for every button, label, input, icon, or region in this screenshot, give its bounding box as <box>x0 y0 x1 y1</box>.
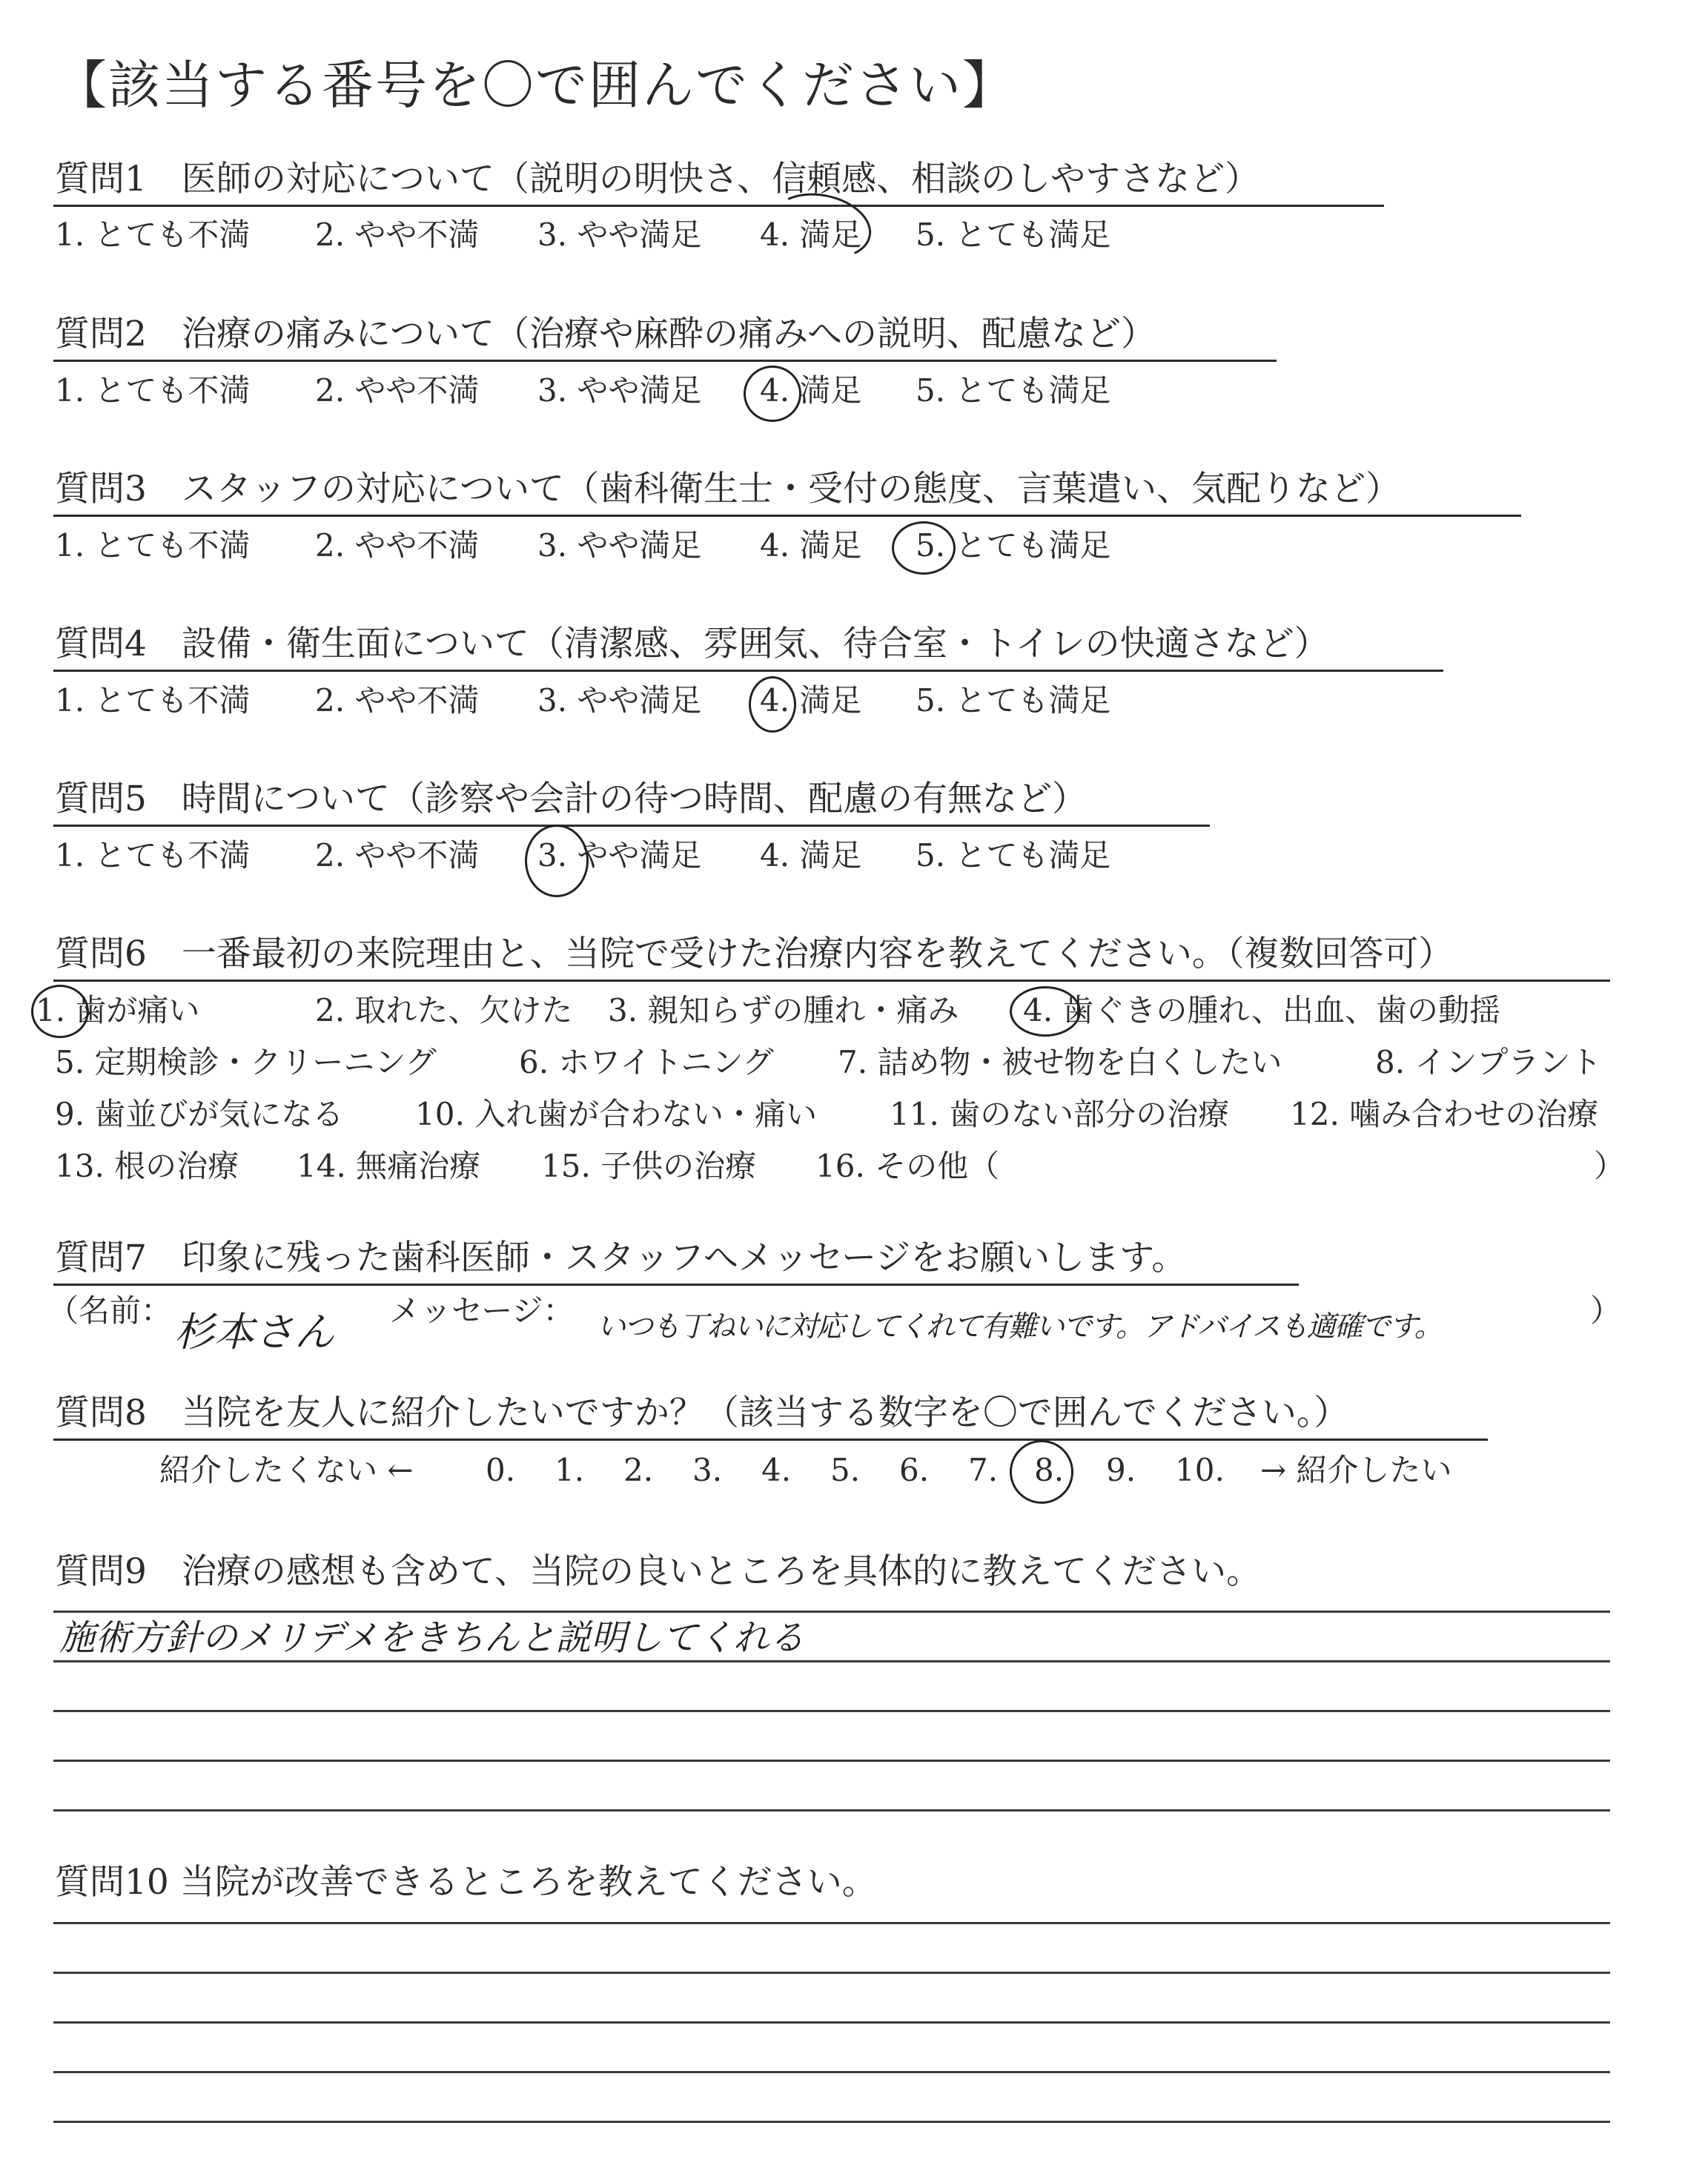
q8-option-3[interactable]: 3. <box>692 1452 723 1488</box>
q4-option-2[interactable]: 2. やや不満 <box>315 682 480 719</box>
q7-message-value[interactable]: いつも丁ねいに対応してくれて有難いです。アドバイスも適確です。 <box>597 1310 1442 1344</box>
q1-option-4[interactable]: 4. 満足 <box>760 217 862 253</box>
q2-heading-underline <box>53 360 1277 362</box>
q7-name-label: （名前： <box>47 1292 173 1329</box>
q8-option-4[interactable]: 4. <box>761 1452 792 1488</box>
q3-heading-underline <box>53 515 1521 517</box>
q8-selection-mark <box>1010 1440 1073 1504</box>
q5-option-2[interactable]: 2. やや不満 <box>315 837 480 873</box>
q1-option-2[interactable]: 2. やや不満 <box>315 217 480 253</box>
q9-answer-line-5 <box>53 1809 1610 1811</box>
q6-option-8[interactable]: 8. インプラント <box>1375 1044 1602 1080</box>
q7-heading: 質問7 印象に残った歯科医師・スタッフへメッセージをお願いします。 <box>55 1238 1187 1278</box>
q3-option-5[interactable]: 5. とても満足 <box>916 527 1111 564</box>
q6-heading: 質問6 一番最初の来院理由と、当院で受けた治療内容を教えてください。（複数回答可） <box>55 934 1454 974</box>
q5-heading-underline <box>53 825 1210 827</box>
q6-option-3[interactable]: 3. 親知らずの腫れ・痛み <box>608 992 959 1028</box>
q9-answer-line-1 <box>53 1611 1610 1613</box>
q9-answer-line-2 <box>53 1660 1610 1662</box>
q6-other-close-paren: ） <box>1594 1148 1626 1184</box>
q10-answer-line-4 <box>53 2071 1610 2073</box>
q1-heading-underline <box>53 205 1384 207</box>
q10-answer-line-5 <box>53 2121 1610 2123</box>
q8-option-1[interactable]: 1. <box>555 1452 585 1488</box>
q6-selection-mark-1 <box>31 985 89 1038</box>
q3-option-3[interactable]: 3. やや満足 <box>537 527 702 564</box>
q9-answer-line-4 <box>53 1760 1610 1762</box>
q10-heading: 質問10 当院が改善できるところを教えてください。 <box>55 1862 877 1903</box>
q8-option-10[interactable]: 10. <box>1175 1452 1225 1488</box>
q6-selection-mark-4 <box>1010 986 1081 1037</box>
q6-option-1[interactable]: 1. 歯が痛い <box>36 992 200 1028</box>
q5-selection-mark <box>525 825 589 897</box>
q4-option-5[interactable]: 5. とても満足 <box>916 682 1111 719</box>
q2-option-4[interactable]: 4. 満足 <box>760 372 862 409</box>
q1-heading: 質問1 医師の対応について（説明の明快さ、信頼感、相談のしやすさなど） <box>55 159 1260 199</box>
q7-close-paren: ） <box>1590 1292 1622 1329</box>
q6-option-7[interactable]: 7. 詰め物・被せ物を白くしたい <box>838 1044 1282 1080</box>
q8-option-5[interactable]: 5. <box>830 1452 861 1488</box>
q6-option-5[interactable]: 5. 定期検診・クリーニング <box>55 1044 437 1080</box>
q8-option-6[interactable]: 6. <box>899 1452 930 1488</box>
q7-heading-underline <box>53 1284 1299 1286</box>
q6-option-12[interactable]: 12. 噛み合わせの治療 <box>1290 1096 1599 1132</box>
q6-option-16[interactable]: 16. その他（ <box>815 1148 1000 1184</box>
q4-heading-underline <box>53 670 1443 672</box>
q1-option-5[interactable]: 5. とても満足 <box>916 217 1111 253</box>
q2-option-1[interactable]: 1. とても不満 <box>55 372 251 409</box>
q8-option-9[interactable]: 9. <box>1106 1452 1136 1488</box>
q8-option-8[interactable]: 8. <box>1034 1452 1065 1488</box>
q10-answer-line-3 <box>53 2021 1610 2024</box>
q10-answer-line-1 <box>53 1922 1610 1924</box>
q2-option-2[interactable]: 2. やや不満 <box>315 372 480 409</box>
q2-option-5[interactable]: 5. とても満足 <box>916 372 1111 409</box>
q9-answer[interactable]: 施術方針のメリデメをきちんと説明してくれる <box>59 1617 805 1659</box>
q5-option-5[interactable]: 5. とても満足 <box>916 837 1111 873</box>
q3-heading: 質問3 スタッフの対応について（歯科衛生士・受付の態度、言葉遣い、気配りなど） <box>55 469 1400 509</box>
q5-option-1[interactable]: 1. とても不満 <box>55 837 251 873</box>
q6-option-9[interactable]: 9. 歯並びが気になる <box>55 1096 344 1132</box>
q6-option-14[interactable]: 14. 無痛治療 <box>297 1148 481 1184</box>
q4-selection-mark <box>749 676 796 733</box>
q2-option-3[interactable]: 3. やや満足 <box>537 372 702 409</box>
q8-heading: 質問8 当院を友人に紹介したいですか？（該当する数字を〇で囲んでください。） <box>55 1393 1349 1433</box>
q6-option-10[interactable]: 10. 入れ歯が合わない・痛い <box>415 1096 818 1132</box>
q7-message-label: メッセージ： <box>389 1292 575 1329</box>
q2-heading: 質問2 治療の痛みについて（治療や麻酔の痛みへの説明、配慮など） <box>55 314 1156 354</box>
q4-option-3[interactable]: 3. やや満足 <box>537 682 702 719</box>
q5-heading: 質問5 時間について（診察や会計の待つ時間、配慮の有無など） <box>55 779 1087 819</box>
q10-answer-line-2 <box>53 1972 1610 1974</box>
q6-option-13[interactable]: 13. 根の治療 <box>55 1148 239 1184</box>
q3-option-2[interactable]: 2. やや不満 <box>315 527 480 564</box>
q3-option-4[interactable]: 4. 満足 <box>760 527 862 564</box>
q8-option-7[interactable]: 7. <box>968 1452 999 1488</box>
q6-option-15[interactable]: 15. 子供の治療 <box>541 1148 757 1184</box>
q6-option-11[interactable]: 11. 歯のない部分の治療 <box>890 1096 1230 1132</box>
q8-right-label: → 紹介したい <box>1260 1452 1452 1488</box>
page-title: 【該当する番号を〇で囲んでください】 <box>55 55 1016 116</box>
q4-option-4[interactable]: 4. 満足 <box>760 682 862 719</box>
q6-option-2[interactable]: 2. 取れた、欠けた <box>315 992 573 1028</box>
q3-selection-mark <box>892 521 956 575</box>
q8-option-2[interactable]: 2. <box>623 1452 654 1488</box>
q7-name-value[interactable]: 杉本さん <box>174 1309 334 1355</box>
q8-left-label: 紹介したくない ← <box>159 1452 414 1488</box>
q9-answer-line-3 <box>53 1710 1610 1712</box>
q8-option-0[interactable]: 0. <box>486 1452 516 1488</box>
q3-option-1[interactable]: 1. とても不満 <box>55 527 251 564</box>
q9-heading: 質問9 治療の感想も含めて、当院の良いところを具体的に教えてください。 <box>55 1551 1261 1592</box>
q4-option-1[interactable]: 1. とても不満 <box>55 682 251 719</box>
q4-heading: 質問4 設備・衛生面について（清潔感、雰囲気、待合室・トイレの快適さなど） <box>55 624 1329 664</box>
q5-option-3[interactable]: 3. やや満足 <box>537 837 702 873</box>
q1-option-3[interactable]: 3. やや満足 <box>537 217 702 253</box>
q5-option-4[interactable]: 4. 満足 <box>760 837 862 873</box>
q8-heading-underline <box>53 1439 1488 1441</box>
q6-heading-underline <box>53 980 1610 982</box>
q6-option-6[interactable]: 6. ホワイトニング <box>519 1044 774 1080</box>
q2-selection-mark <box>744 366 801 422</box>
q1-option-1[interactable]: 1. とても不満 <box>55 217 251 253</box>
q6-option-4[interactable]: 4. 歯ぐきの腫れ、出血、歯の動揺 <box>1023 992 1500 1028</box>
